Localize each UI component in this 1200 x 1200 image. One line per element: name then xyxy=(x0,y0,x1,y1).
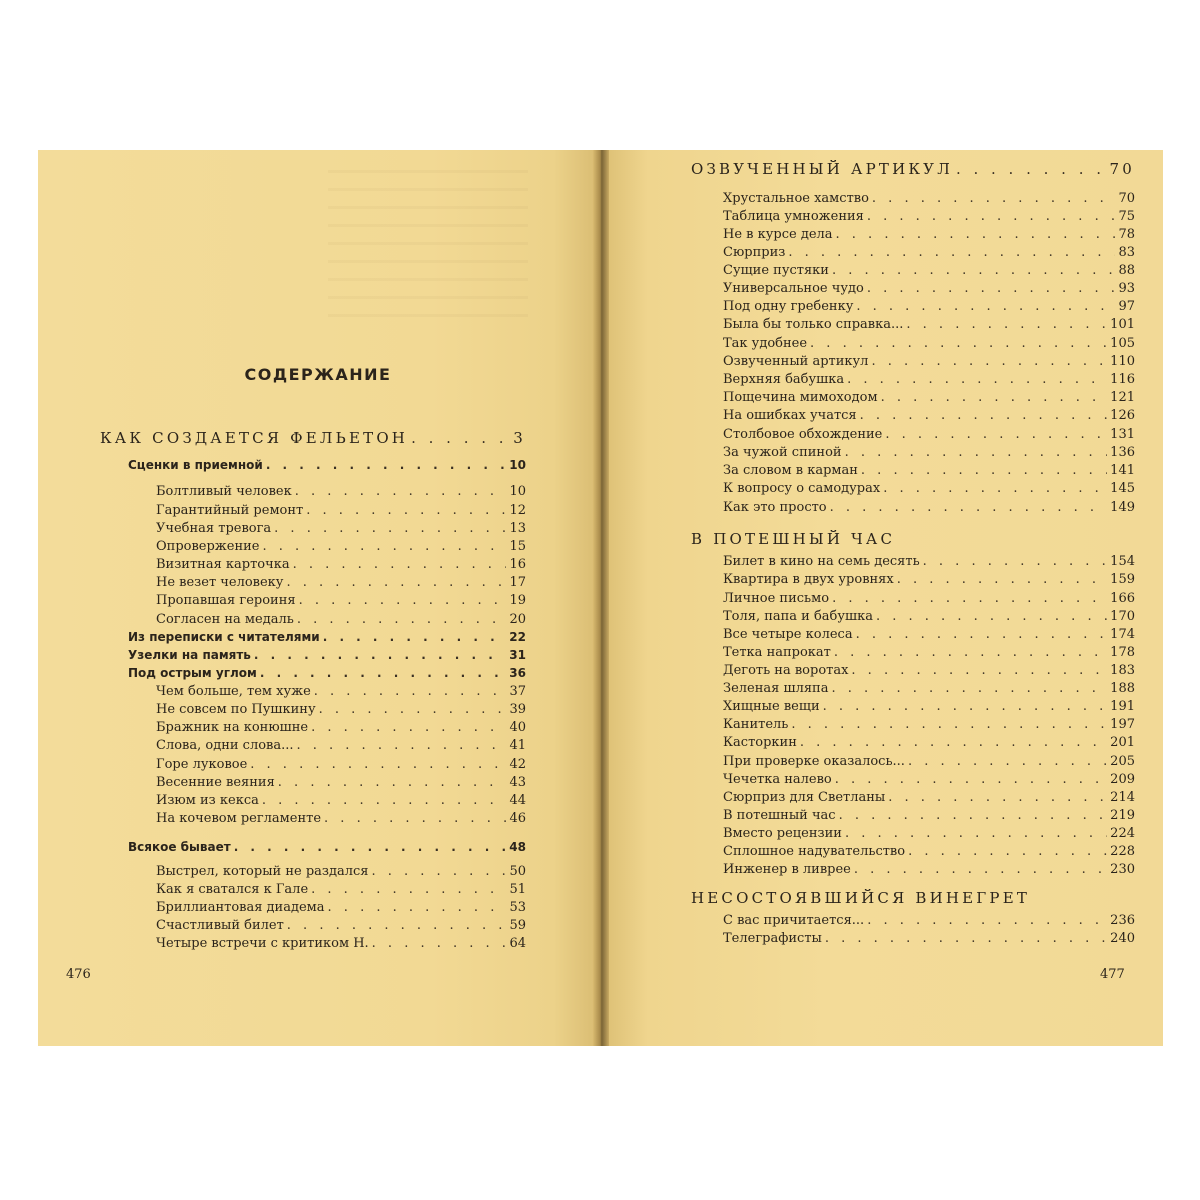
toc-entry-page: 166 xyxy=(1110,591,1135,606)
toc-entry xyxy=(723,844,1135,859)
toc-entry-page: 12 xyxy=(509,503,526,518)
toc-entry-page: 40 xyxy=(509,720,526,735)
toc-subsection xyxy=(128,630,526,644)
dot-leader xyxy=(254,648,506,662)
toc-entry xyxy=(156,811,526,826)
dot-leader xyxy=(854,862,1107,877)
toc-entry-title: КАК СОЗДАЕТСЯ ФЕЛЬЕТОН xyxy=(100,429,409,447)
toc-entry-page: 88 xyxy=(1118,263,1135,278)
toc-entry-title: При проверке оказалось... xyxy=(723,754,905,769)
toc-entry xyxy=(723,913,1135,928)
toc-entry xyxy=(156,864,526,879)
toc-entry xyxy=(723,427,1135,442)
toc-section-heading xyxy=(691,889,1135,907)
dot-leader xyxy=(867,281,1116,296)
toc-entry-title: Чечетка налево xyxy=(723,772,832,787)
toc-entry xyxy=(156,503,526,518)
toc-entry-title: Зеленая шляпа xyxy=(723,681,829,696)
toc-entry xyxy=(723,645,1135,660)
toc-entry xyxy=(156,882,526,897)
toc-entry-page: 48 xyxy=(509,840,526,854)
toc-entry-page: 201 xyxy=(1110,735,1135,750)
toc-entry xyxy=(723,591,1135,606)
toc-entry-page: 174 xyxy=(1110,627,1135,642)
page-number-left: 476 xyxy=(66,967,91,982)
toc-entry-title: Билет в кино на семь десять xyxy=(723,554,920,569)
toc-entry-title: Опровержение xyxy=(156,539,260,554)
toc-entry xyxy=(156,738,526,753)
toc-entry-title: Не в курсе дела xyxy=(723,227,833,242)
toc-entry-title: Под острым углом xyxy=(128,666,257,680)
toc-entry-page: 178 xyxy=(1110,645,1135,660)
toc-entry xyxy=(723,463,1135,478)
dot-leader xyxy=(860,408,1108,423)
book-gutter xyxy=(593,150,609,1046)
toc-entry-page: 15 xyxy=(509,539,526,554)
dot-leader xyxy=(906,317,1107,332)
toc-entry-page: 10 xyxy=(509,484,526,499)
toc-entry-page: 110 xyxy=(1110,354,1135,369)
dot-leader xyxy=(923,554,1108,569)
toc-entry-page: 22 xyxy=(509,630,526,644)
toc-entry-title: В ПОТЕШНЫЙ ЧАС xyxy=(691,530,896,548)
toc-entry-page: 149 xyxy=(1110,500,1135,515)
toc-entry xyxy=(723,826,1135,841)
toc-entry-title: На ошибках учатся xyxy=(723,408,857,423)
toc-entry-title: Под одну гребенку xyxy=(723,299,854,314)
toc-entry-page: 16 xyxy=(509,557,526,572)
toc-entry-title: Весенние веяния xyxy=(156,775,275,790)
dot-leader xyxy=(908,844,1107,859)
toc-entry xyxy=(156,936,526,951)
toc-entry-title: Сплошное надувательство xyxy=(723,844,906,859)
toc-entry-title: Сюрприз xyxy=(723,245,786,260)
toc-entry-title: Болтливый человек xyxy=(156,484,292,499)
dot-leader xyxy=(883,481,1107,496)
toc-entry xyxy=(723,681,1135,696)
toc-entry-page: 51 xyxy=(509,882,526,897)
dot-leader xyxy=(287,918,507,933)
dot-leader xyxy=(791,717,1107,732)
toc-entry xyxy=(156,521,526,536)
toc-entry-title: На кочевом регламенте xyxy=(156,811,322,826)
toc-entry xyxy=(723,372,1135,387)
dot-leader xyxy=(286,575,506,590)
toc-entry-page: 240 xyxy=(1110,931,1135,946)
toc-entry xyxy=(723,699,1135,714)
toc-entry xyxy=(723,572,1135,587)
toc-entry-page: 236 xyxy=(1110,913,1135,928)
dot-leader xyxy=(311,882,506,897)
left-page xyxy=(38,150,598,1046)
toc-entry-title: Пощечина мимоходом xyxy=(723,390,878,405)
dot-leader xyxy=(885,427,1107,442)
toc-entry-title: Бриллиантовая диадема xyxy=(156,900,325,915)
dot-leader xyxy=(872,191,1116,206)
toc-entry xyxy=(723,390,1135,405)
toc-entry-title: Сюрприз для Светланы xyxy=(723,790,886,805)
toc-entry xyxy=(723,227,1135,242)
toc-entry-title: Толя, папа и бабушка xyxy=(723,609,873,624)
toc-entry xyxy=(156,702,526,717)
dot-leader xyxy=(847,372,1107,387)
toc-entry-page: 83 xyxy=(1118,245,1135,260)
toc-entry xyxy=(723,191,1135,206)
toc-entry xyxy=(156,557,526,572)
toc-entry xyxy=(723,481,1135,496)
toc-entry xyxy=(723,808,1135,823)
dot-leader xyxy=(810,336,1107,351)
toc-entry-page: 183 xyxy=(1110,663,1135,678)
dot-leader xyxy=(832,591,1107,606)
toc-entry xyxy=(156,575,526,590)
dot-leader xyxy=(311,720,506,735)
toc-entry-page: 154 xyxy=(1110,554,1135,569)
toc-section-heading xyxy=(100,429,526,447)
toc-entry-title: Выстрел, который не раздался xyxy=(156,864,369,879)
toc-entry xyxy=(723,245,1135,260)
dot-leader xyxy=(831,681,1107,696)
toc-entry-page: 105 xyxy=(1110,336,1135,351)
toc-entry-title: Учебная тревога xyxy=(156,521,272,536)
toc-entry-title: Гарантийный ремонт xyxy=(156,503,304,518)
dot-leader xyxy=(297,612,507,627)
toc-entry-title: Личное письмо xyxy=(723,591,830,606)
dot-leader xyxy=(851,663,1107,678)
toc-entry-page: 230 xyxy=(1110,862,1135,877)
toc-entry-page: 205 xyxy=(1110,754,1135,769)
dot-leader xyxy=(871,354,1107,369)
toc-entry-title: Таблица умножения xyxy=(723,209,864,224)
toc-entry-title: ОЗВУЧЕННЫЙ АРТИКУЛ xyxy=(691,160,953,178)
toc-entry xyxy=(723,754,1135,769)
toc-entry-page: 37 xyxy=(509,684,526,699)
toc-entry xyxy=(723,299,1135,314)
toc-entry-page: 170 xyxy=(1110,609,1135,624)
toc-entry-title: К вопросу о самодурах xyxy=(723,481,881,496)
dot-leader xyxy=(832,263,1116,278)
toc-entry-title: Так удобнее xyxy=(723,336,808,351)
dot-leader xyxy=(372,936,507,951)
toc-entry-title: НЕСОСТОЯВШИЙСЯ ВИНЕГРЕТ xyxy=(691,889,1031,907)
dot-leader xyxy=(788,245,1115,260)
toc-entry xyxy=(723,772,1135,787)
toc-entry xyxy=(723,862,1135,877)
dot-leader xyxy=(324,811,506,826)
toc-entry-page: 159 xyxy=(1110,572,1135,587)
toc-entry-title: В потешный час xyxy=(723,808,836,823)
toc-entry-page: 141 xyxy=(1110,463,1135,478)
dot-leader xyxy=(897,572,1107,587)
toc-entry-page: 10 xyxy=(509,458,526,472)
toc-entry xyxy=(156,775,526,790)
toc-entry-page: 3 xyxy=(513,429,526,447)
toc-entry-page: 116 xyxy=(1110,372,1135,387)
toc-entry xyxy=(723,281,1135,296)
dot-leader xyxy=(319,702,507,717)
toc-entry-page: 188 xyxy=(1110,681,1135,696)
toc-subsection xyxy=(128,458,526,472)
dot-leader xyxy=(299,593,507,608)
toc-entry-page: 36 xyxy=(509,666,526,680)
toc-entry-page: 78 xyxy=(1118,227,1135,242)
dot-leader xyxy=(856,299,1115,314)
toc-entry-page: 70 xyxy=(1109,160,1135,178)
toc-entry-title: Хищные вещи xyxy=(723,699,820,714)
dot-leader xyxy=(876,609,1107,624)
dot-leader xyxy=(278,775,507,790)
toc-entry xyxy=(723,500,1135,515)
toc-entry-page: 59 xyxy=(509,918,526,933)
toc-section-heading xyxy=(691,530,1135,548)
toc-entry-title: Тетка напрокат xyxy=(723,645,831,660)
toc-entry xyxy=(723,609,1135,624)
dot-leader xyxy=(293,557,507,572)
toc-entry-title: Касторкин xyxy=(723,735,797,750)
dot-leader xyxy=(888,790,1107,805)
toc-entry xyxy=(723,336,1135,351)
contents-title: СОДЕРЖАНИЕ xyxy=(244,365,392,384)
toc-entry xyxy=(156,612,526,627)
dot-leader xyxy=(825,931,1107,946)
dot-leader xyxy=(250,757,506,772)
toc-entry-title: Чем больше, тем хуже xyxy=(156,684,311,699)
dot-leader xyxy=(266,458,506,472)
toc-entry xyxy=(723,663,1135,678)
dot-leader xyxy=(823,699,1108,714)
toc-subsection xyxy=(128,666,526,680)
toc-entry-title: С вас причитается... xyxy=(723,913,865,928)
dot-leader xyxy=(328,900,507,915)
toc-entry-page: 131 xyxy=(1110,427,1135,442)
toc-entry xyxy=(723,554,1135,569)
toc-entry-page: 70 xyxy=(1118,191,1135,206)
dot-leader xyxy=(800,735,1107,750)
dot-leader xyxy=(839,808,1108,823)
toc-entry xyxy=(156,684,526,699)
toc-entry xyxy=(156,900,526,915)
toc-entry-page: 43 xyxy=(509,775,526,790)
dot-leader xyxy=(234,840,507,854)
toc-entry-page: 224 xyxy=(1110,826,1135,841)
dot-leader xyxy=(856,627,1108,642)
dot-leader xyxy=(295,484,507,499)
toc-entry-title: Столбовое обхождение xyxy=(723,427,883,442)
toc-entry xyxy=(156,720,526,735)
toc-entry-page: 209 xyxy=(1110,772,1135,787)
dot-leader xyxy=(306,503,506,518)
toc-entry-title: За словом в карман xyxy=(723,463,858,478)
dot-leader xyxy=(274,521,506,536)
dot-leader xyxy=(262,539,506,554)
toc-entry-title: Визитная карточка xyxy=(156,557,290,572)
toc-entry xyxy=(156,757,526,772)
toc-entry-title: Счастливый билет xyxy=(156,918,284,933)
toc-entry-page: 75 xyxy=(1118,209,1135,224)
toc-entry-page: 126 xyxy=(1110,408,1135,423)
toc-entry xyxy=(723,263,1135,278)
toc-entry-page: 136 xyxy=(1110,445,1135,460)
toc-entry xyxy=(723,354,1135,369)
toc-entry xyxy=(723,931,1135,946)
toc-entry-title: Из переписки с читателями xyxy=(128,630,320,644)
dot-leader xyxy=(411,429,510,447)
toc-entry-page: 50 xyxy=(509,864,526,879)
toc-entry-title: Хрустальное хамство xyxy=(723,191,869,206)
dot-leader xyxy=(835,772,1107,787)
dot-leader xyxy=(845,826,1107,841)
toc-entry-title: Узелки на память xyxy=(128,648,251,662)
toc-entry-title: Не совсем по Пушкину xyxy=(156,702,316,717)
open-book-spread xyxy=(38,150,1163,1046)
toc-entry xyxy=(156,484,526,499)
dot-leader xyxy=(956,160,1107,178)
toc-entry-title: Изюм из кекса xyxy=(156,793,259,808)
toc-entry-title: Слова, одни слова... xyxy=(156,738,294,753)
dot-leader xyxy=(297,738,507,753)
toc-entry-title: Не везет человеку xyxy=(156,575,284,590)
toc-subsection xyxy=(128,648,526,662)
dot-leader xyxy=(830,500,1108,515)
dot-leader xyxy=(867,913,1107,928)
toc-entry xyxy=(723,717,1135,732)
toc-entry-title: Сущие пустяки xyxy=(723,263,829,278)
toc-entry xyxy=(723,408,1135,423)
dot-leader xyxy=(861,463,1107,478)
toc-entry-page: 64 xyxy=(509,936,526,951)
toc-entry-title: Бражник на конюшне xyxy=(156,720,309,735)
toc-entry-title: Согласен на медаль xyxy=(156,612,294,627)
toc-entry xyxy=(723,317,1135,332)
dot-leader xyxy=(845,445,1108,460)
toc-subsection xyxy=(128,840,526,854)
dot-leader xyxy=(834,645,1107,660)
toc-entry-title: Верхняя бабушка xyxy=(723,372,845,387)
toc-entry-title: Канитель xyxy=(723,717,789,732)
toc-entry xyxy=(156,593,526,608)
toc-entry-page: 93 xyxy=(1118,281,1135,296)
toc-entry-page: 228 xyxy=(1110,844,1135,859)
toc-entry-title: Сценки в приемной xyxy=(128,458,263,472)
dot-leader xyxy=(836,227,1116,242)
toc-entry-page: 19 xyxy=(509,593,526,608)
toc-entry-title: Как я сватался к Гале xyxy=(156,882,309,897)
dot-leader xyxy=(881,390,1108,405)
toc-entry xyxy=(723,445,1135,460)
toc-entry-title: Деготь на воротах xyxy=(723,663,849,678)
toc-entry-page: 97 xyxy=(1118,299,1135,314)
toc-entry-page: 191 xyxy=(1110,699,1135,714)
dot-leader xyxy=(314,684,507,699)
toc-entry-page: 214 xyxy=(1110,790,1135,805)
toc-entry-title: За чужой спиной xyxy=(723,445,842,460)
toc-entry-page: 121 xyxy=(1110,390,1135,405)
toc-entry-title: Универсальное чудо xyxy=(723,281,864,296)
dot-leader xyxy=(260,666,506,680)
toc-entry-title: Как это просто xyxy=(723,500,827,515)
toc-entry-page: 145 xyxy=(1110,481,1135,496)
toc-entry-page: 46 xyxy=(509,811,526,826)
dot-leader xyxy=(867,209,1116,224)
toc-entry-title: Телеграфисты xyxy=(723,931,822,946)
toc-entry-page: 53 xyxy=(509,900,526,915)
toc-entry-title: Была бы только справка... xyxy=(723,317,904,332)
toc-entry xyxy=(723,735,1135,750)
toc-entry-page: 17 xyxy=(509,575,526,590)
toc-entry-title: Инженер в ливрее xyxy=(723,862,851,877)
toc-entry-page: 13 xyxy=(509,521,526,536)
toc-entry-title: Квартира в двух уровнях xyxy=(723,572,894,587)
toc-entry xyxy=(723,627,1135,642)
dot-leader xyxy=(262,793,507,808)
toc-entry-page: 197 xyxy=(1110,717,1135,732)
toc-entry-page: 20 xyxy=(509,612,526,627)
dot-leader xyxy=(908,754,1107,769)
toc-entry-title: Пропавшая героиня xyxy=(156,593,296,608)
toc-entry-page: 101 xyxy=(1110,317,1135,332)
toc-entry-title: Вместо рецензии xyxy=(723,826,842,841)
toc-entry-page: 44 xyxy=(509,793,526,808)
toc-entry-title: Четыре встречи с критиком Н. xyxy=(156,936,369,951)
toc-entry-title: Все четыре колеса xyxy=(723,627,853,642)
toc-entry-page: 42 xyxy=(509,757,526,772)
toc-entry xyxy=(156,918,526,933)
toc-entry-page: 219 xyxy=(1110,808,1135,823)
toc-entry-title: Озвученный артикул xyxy=(723,354,869,369)
toc-entry-page: 41 xyxy=(509,738,526,753)
toc-entry xyxy=(723,790,1135,805)
dot-leader xyxy=(372,864,507,879)
dot-leader xyxy=(323,630,507,644)
toc-entry xyxy=(723,209,1135,224)
toc-entry-title: Всякое бывает xyxy=(128,840,231,854)
toc-entry-page: 39 xyxy=(509,702,526,717)
toc-entry xyxy=(156,793,526,808)
page-number-right: 477 xyxy=(1100,967,1125,982)
right-page xyxy=(603,150,1163,1046)
bleed-through-marks xyxy=(328,170,528,330)
toc-entry-title: Горе луковое xyxy=(156,757,248,772)
toc-section-heading xyxy=(691,160,1135,178)
toc-entry-page: 31 xyxy=(509,648,526,662)
toc-entry xyxy=(156,539,526,554)
